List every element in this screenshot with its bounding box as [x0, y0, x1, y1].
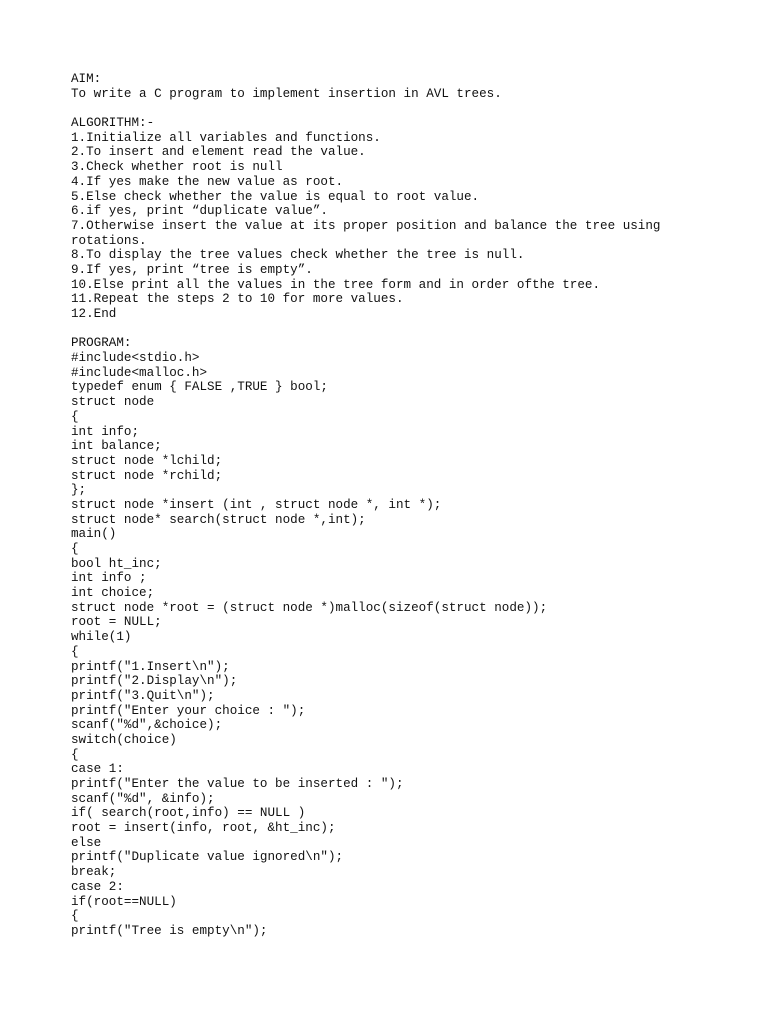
code-line: { — [71, 909, 79, 924]
code-line: int info; — [71, 424, 140, 439]
code-line: while(1) — [71, 630, 132, 645]
code-line: main() — [71, 527, 117, 542]
algorithm-step: 2.To insert and element read the value. — [71, 145, 366, 160]
algorithm-step: 5.Else check whether the value is equal to root value. — [71, 189, 480, 204]
algorithm-step: 12.End — [71, 307, 117, 321]
document-text — [71, 72, 731, 939]
code-line: #include<malloc.h> — [71, 365, 208, 380]
code-line: struct node *rchild; — [71, 468, 223, 483]
program-heading: PROGRAM: — [71, 336, 132, 351]
code-line: #include<stdio.h> — [71, 351, 200, 366]
code-line: int balance; — [71, 439, 162, 454]
code-line: switch(choice) — [71, 732, 177, 747]
algorithm-step: 7.Otherwise insert the value at its proper position and balance the tree using — [71, 218, 661, 233]
code-line: bool ht_inc; — [71, 556, 162, 571]
spacer — [71, 101, 731, 116]
code-line: case 2: — [71, 879, 124, 894]
algorithm-step: rotations. — [71, 233, 147, 248]
code-line: if( search(root,info) == NULL ) — [71, 806, 306, 821]
algorithm-step: 10.Else print all the values in the tree form and in order ofthe tree. — [71, 277, 601, 292]
code-line: { — [71, 409, 79, 424]
code-line: printf("Enter the value to be inserted : "); — [71, 777, 404, 791]
code-line: printf("3.Quit\n"); — [71, 688, 215, 703]
code-line: case 1: — [71, 762, 124, 777]
code-line: printf("Tree is empty\n"); — [71, 923, 268, 938]
algorithm-step: 11.Repeat the steps 2 to 10 for more values. — [71, 292, 404, 307]
code-line: typedef enum { FALSE ,TRUE } bool; — [71, 380, 328, 395]
code-line: { — [71, 747, 79, 762]
program-code — [71, 351, 731, 939]
algorithm-step: 4.If yes make the new value as root. — [71, 174, 344, 189]
algorithm-step: 6.if yes, print “duplicate value”. — [71, 204, 328, 219]
spacer — [71, 322, 731, 337]
aim-heading: AIM: — [71, 72, 102, 86]
algorithm-heading: ALGORITHM:- — [71, 116, 155, 131]
code-line: scanf("%d", &info); — [71, 791, 215, 806]
algorithm-step: 9.If yes, print “tree is empty”. — [71, 262, 313, 277]
code-line: printf("Enter your choice : "); — [71, 703, 306, 718]
code-line: struct node *insert (int , struct node *, int *); — [71, 497, 442, 512]
code-line: struct node *root = (struct node *)malloc(sizeof(struct node)); — [71, 600, 548, 615]
algorithm-steps — [71, 131, 731, 322]
code-line: break; — [71, 865, 117, 880]
code-line: struct node *lchild; — [71, 453, 223, 468]
algorithm-step: 3.Check whether root is null — [71, 160, 283, 175]
code-line: else — [71, 835, 102, 850]
algorithm-step: 8.To display the tree values check whether the tree is null. — [71, 248, 525, 263]
code-line: { — [71, 644, 79, 659]
code-line: printf("Duplicate value ignored\n"); — [71, 850, 344, 865]
aim-text: To write a C program to implement insertion in AVL trees. — [71, 86, 502, 101]
code-line: int info ; — [71, 571, 147, 586]
code-line: struct node* search(struct node *,int); — [71, 512, 366, 527]
code-line: root = insert(info, root, &ht_inc); — [71, 821, 336, 836]
code-line: }; — [71, 483, 87, 498]
code-line: printf("2.Display\n"); — [71, 674, 238, 689]
code-line: { — [71, 542, 79, 556]
code-line: int choice; — [71, 586, 155, 601]
code-line: if(root==NULL) — [71, 894, 177, 909]
algorithm-step: 1.Initialize all variables and functions. — [71, 130, 381, 145]
code-line: scanf("%d",&choice); — [71, 718, 223, 733]
code-line: struct node — [71, 395, 155, 410]
code-line: root = NULL; — [71, 615, 162, 630]
code-line: printf("1.Insert\n"); — [71, 659, 230, 674]
